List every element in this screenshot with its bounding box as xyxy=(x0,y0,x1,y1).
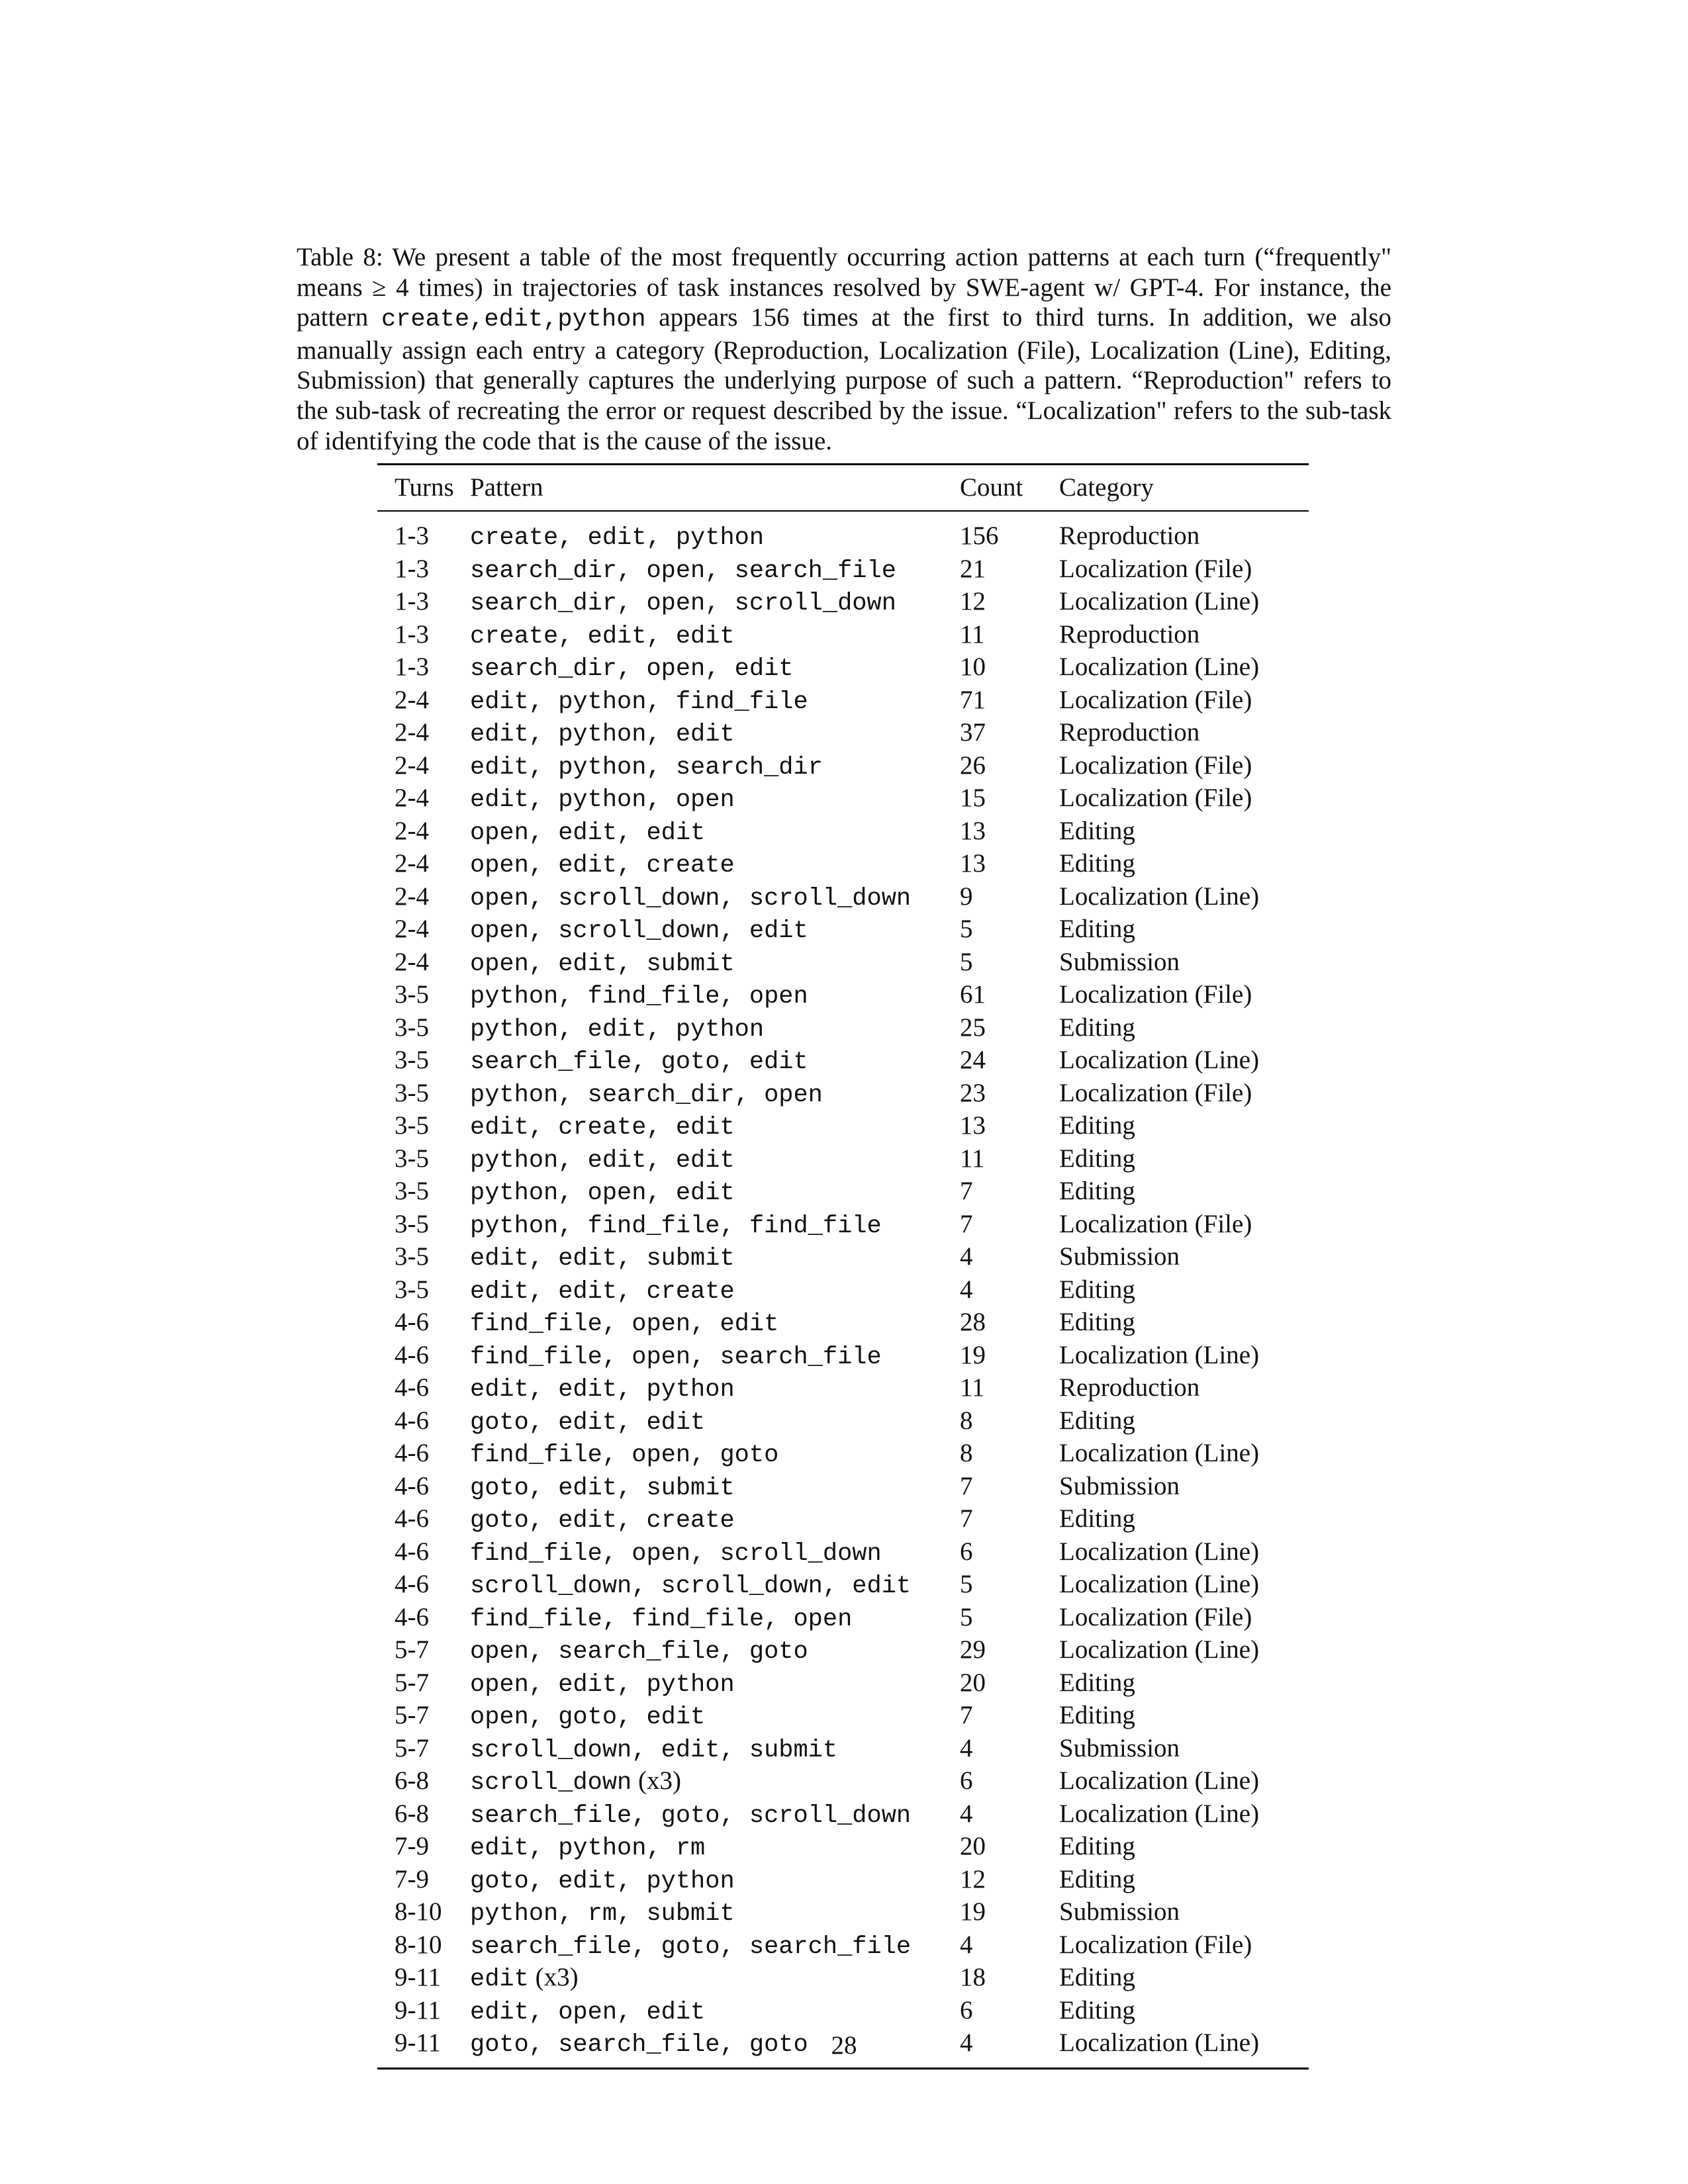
cell-count: 37 xyxy=(960,718,986,747)
cell-category: Editing xyxy=(1059,1701,1135,1729)
cell-count: 5 xyxy=(960,915,973,943)
table-row xyxy=(377,1438,1309,1471)
table-row xyxy=(377,783,1309,816)
cell-turns: 9-11 xyxy=(395,1963,442,1991)
pattern-code: open, goto, edit xyxy=(470,1704,706,1731)
cell-category: Editing xyxy=(1059,1832,1135,1860)
pattern-code: find_file, find_file, open xyxy=(470,1605,853,1633)
table-row xyxy=(377,979,1309,1013)
cell-count: 12 xyxy=(960,1864,986,1893)
cell-category: Localization (Line) xyxy=(1059,1046,1260,1074)
pattern-code: edit, python, rm xyxy=(470,1835,706,1862)
cell-count: 61 xyxy=(960,980,986,1009)
cell-category: Localization (File) xyxy=(1059,1209,1252,1238)
table-row xyxy=(377,1045,1309,1078)
pattern-code: search_dir, open, scroll_down xyxy=(470,590,896,617)
cell-category: Localization (File) xyxy=(1059,554,1252,583)
cell-turns: 5-7 xyxy=(395,1635,429,1664)
cell-turns: 2-4 xyxy=(395,915,429,943)
cell-pattern xyxy=(470,1569,960,1602)
cell-category: Localization (Line) xyxy=(1059,1635,1260,1664)
pattern-code: python, edit, python xyxy=(470,1015,765,1044)
cell-pattern xyxy=(470,1930,960,1963)
pattern-code: goto, edit, create xyxy=(470,1507,735,1535)
table-row xyxy=(377,1209,1309,1242)
cell-turns: 8-10 xyxy=(395,1897,442,1926)
cell-category: Editing xyxy=(1059,1275,1135,1304)
cell-count: 13 xyxy=(960,849,986,878)
cell-pattern xyxy=(470,1438,960,1471)
cell-turns: 4-6 xyxy=(395,1471,429,1500)
table-row xyxy=(377,882,1309,915)
table-row xyxy=(377,554,1309,587)
cell-turns: 4-6 xyxy=(395,1308,429,1336)
cell-pattern xyxy=(470,554,960,587)
cell-turns: 4-6 xyxy=(395,1340,429,1369)
action-patterns-table xyxy=(377,463,1309,2070)
cell-turns: 3-5 xyxy=(395,1078,429,1107)
cell-category: Localization (Line) xyxy=(1059,1799,1260,1828)
cell-count: 20 xyxy=(960,1668,986,1697)
cell-turns: 3-5 xyxy=(395,1013,429,1042)
cell-turns: 6-8 xyxy=(395,1799,429,1828)
cell-turns: 4-6 xyxy=(395,1537,429,1566)
cell-pattern xyxy=(470,1700,960,1733)
cell-pattern xyxy=(470,1340,960,1373)
table-row xyxy=(377,1307,1309,1340)
cell-turns: 9-11 xyxy=(395,1995,442,2025)
pattern-code: python, rm, submit xyxy=(470,1900,735,1928)
cell-category: Localization (File) xyxy=(1059,1602,1252,1631)
cell-pattern xyxy=(470,1078,960,1111)
cell-turns: 3-5 xyxy=(395,1177,429,1205)
cell-turns: 5-7 xyxy=(395,1733,429,1762)
cell-turns: 4-6 xyxy=(395,1439,429,1467)
cell-pattern xyxy=(470,979,960,1013)
table-row xyxy=(377,1504,1309,1537)
header-pattern: Pattern xyxy=(470,465,960,512)
header-count: Count xyxy=(960,465,1059,512)
cell-category: Reproduction xyxy=(1059,1373,1200,1402)
cell-pattern xyxy=(470,947,960,980)
cell-count: 21 xyxy=(960,554,986,583)
cell-count: 29 xyxy=(960,1635,986,1664)
pattern-code: open, edit, edit xyxy=(470,819,706,847)
cell-turns: 6-8 xyxy=(395,1766,429,1795)
cell-count: 7 xyxy=(960,1471,973,1500)
page-number: 28 xyxy=(831,2031,857,2060)
cell-pattern xyxy=(470,1373,960,1406)
caption-code: create,edit,python xyxy=(381,306,646,334)
cell-count: 25 xyxy=(960,1013,986,1042)
cell-category: Editing xyxy=(1059,1668,1135,1697)
cell-pattern xyxy=(470,1013,960,1046)
cell-category: Reproduction xyxy=(1059,619,1200,649)
table-row xyxy=(377,1242,1309,1275)
table-row xyxy=(377,1995,1309,2028)
cell-count: 8 xyxy=(960,1439,973,1467)
pattern-code: edit, edit, python xyxy=(470,1376,735,1404)
cell-pattern xyxy=(470,1897,960,1930)
cell-category: Localization (Line) xyxy=(1059,1537,1260,1566)
pattern-code: scroll_down, scroll_down, edit xyxy=(470,1572,912,1600)
pattern-code: open, search_file, goto xyxy=(470,1638,808,1666)
cell-category: Localization (Line) xyxy=(1059,1340,1260,1369)
cell-turns: 3-5 xyxy=(395,1275,429,1304)
cell-turns: 4-6 xyxy=(395,1406,429,1435)
cell-count: 6 xyxy=(960,1766,973,1795)
cell-count: 11 xyxy=(960,1144,985,1173)
cell-turns: 4-6 xyxy=(395,1570,429,1598)
pattern-code: edit, edit, create xyxy=(470,1277,735,1306)
table-row xyxy=(377,914,1309,947)
table-row xyxy=(377,1602,1309,1635)
cell-count: 13 xyxy=(960,1111,986,1140)
pattern-suffix: (x3) xyxy=(528,1963,579,1991)
cell-category: Localization (Line) xyxy=(1059,1570,1260,1598)
pattern-code: edit, edit, submit xyxy=(470,1245,735,1273)
pattern-code: search_dir, open, search_file xyxy=(470,557,896,585)
cell-pattern xyxy=(470,1504,960,1537)
table-row xyxy=(377,1864,1309,1897)
cell-count: 24 xyxy=(960,1046,986,1074)
cell-turns: 1-3 xyxy=(395,653,429,681)
table-row xyxy=(377,1078,1309,1111)
pattern-code: python, find_file, open xyxy=(470,983,808,1011)
header-turns: Turns xyxy=(377,465,470,512)
cell-count: 6 xyxy=(960,1537,973,1566)
cell-pattern xyxy=(470,685,960,718)
cell-turns: 1-3 xyxy=(395,522,429,550)
pattern-code: scroll_down xyxy=(470,1769,632,1797)
table-row xyxy=(377,1733,1309,1766)
cell-category: Editing xyxy=(1059,1995,1135,2025)
cell-turns: 5-7 xyxy=(395,1701,429,1729)
table-body xyxy=(377,511,1309,2068)
cell-count: 10 xyxy=(960,653,986,681)
cell-count: 71 xyxy=(960,685,986,714)
cell-category: Localization (File) xyxy=(1059,980,1252,1009)
cell-pattern xyxy=(470,1307,960,1340)
pattern-code: search_file, goto, edit xyxy=(470,1048,808,1076)
pattern-code: find_file, open, edit xyxy=(470,1310,779,1338)
cell-pattern xyxy=(470,816,960,849)
cell-pattern xyxy=(470,914,960,947)
pattern-code: open, scroll_down, edit xyxy=(470,917,808,945)
cell-category: Localization (Line) xyxy=(1059,1439,1260,1467)
cell-count: 6 xyxy=(960,1995,973,2025)
cell-turns: 3-5 xyxy=(395,1046,429,1074)
cell-count: 19 xyxy=(960,1897,986,1926)
pattern-code: python, find_file, find_file xyxy=(470,1212,882,1240)
cell-count: 4 xyxy=(960,1242,973,1271)
table-row xyxy=(377,751,1309,784)
cell-pattern xyxy=(470,783,960,816)
pattern-code: goto, edit, python xyxy=(470,1867,735,1895)
cell-turns: 7-9 xyxy=(395,1832,429,1860)
pattern-code: edit, python, search_dir xyxy=(470,753,823,782)
table-row xyxy=(377,1831,1309,1864)
table-header-row xyxy=(377,465,1309,512)
cell-category: Submission xyxy=(1059,947,1180,976)
cell-category: Localization (Line) xyxy=(1059,2028,1309,2068)
table-row xyxy=(377,1471,1309,1504)
pattern-code: goto, search_file, goto xyxy=(470,2031,808,2059)
cell-turns: 3-5 xyxy=(395,1242,429,1271)
cell-pattern xyxy=(470,1766,960,1799)
cell-category: Editing xyxy=(1059,1963,1135,1991)
pattern-code: search_dir, open, edit xyxy=(470,655,794,683)
cell-category: Submission xyxy=(1059,1897,1180,1926)
table-row xyxy=(377,1897,1309,1930)
pattern-code: search_file, goto, search_file xyxy=(470,1933,912,1961)
cell-pattern xyxy=(470,586,960,619)
pattern-code: edit, python, find_file xyxy=(470,688,808,716)
cell-pattern xyxy=(470,1275,960,1308)
cell-pattern xyxy=(470,1537,960,1570)
cell-count: 9 xyxy=(960,882,973,911)
cell-category: Editing xyxy=(1059,816,1135,845)
cell-count: 19 xyxy=(960,1340,986,1369)
table-row xyxy=(377,1275,1309,1308)
cell-pattern xyxy=(470,1799,960,1832)
cell-count: 7 xyxy=(960,1177,973,1205)
caption-text-1: Table 8: We present a table of the most frequently occurring action patterns at each turn (“frequently" means ≥ 4 times) in trajectories of task instances resolved by SWE-agent w/ GPT-4. For instance, the pattern xyxy=(297,243,1391,332)
cell-category: Editing xyxy=(1059,1504,1135,1533)
table-row xyxy=(377,511,1309,554)
cell-count: 13 xyxy=(960,816,986,845)
cell-count: 4 xyxy=(960,1275,973,1304)
cell-pattern xyxy=(470,1242,960,1275)
cell-count: 11 xyxy=(960,619,985,649)
cell-pattern xyxy=(470,848,960,882)
cell-turns: 2-4 xyxy=(395,882,429,911)
cell-turns: 2-4 xyxy=(395,751,429,780)
cell-pattern xyxy=(470,882,960,915)
cell-pattern xyxy=(470,1144,960,1177)
cell-category: Localization (Line) xyxy=(1059,653,1260,681)
table-row xyxy=(377,1930,1309,1963)
cell-category: Editing xyxy=(1059,1013,1135,1042)
cell-turns: 2-4 xyxy=(395,947,429,976)
pattern-code: python, edit, edit xyxy=(470,1146,735,1175)
cell-turns: 3-5 xyxy=(395,1209,429,1238)
cell-pattern xyxy=(470,1602,960,1635)
table-row xyxy=(377,1635,1309,1668)
cell-turns: 8-10 xyxy=(395,1930,442,1959)
pattern-code: search_file, goto, scroll_down xyxy=(470,1801,912,1830)
cell-pattern xyxy=(470,1831,960,1864)
cell-pattern xyxy=(470,511,960,554)
table-row xyxy=(377,619,1309,653)
pattern-code: edit, python, open xyxy=(470,786,735,814)
cell-pattern xyxy=(470,1995,960,2028)
table-row xyxy=(377,1176,1309,1209)
cell-category: Editing xyxy=(1059,1308,1135,1336)
cell-category: Editing xyxy=(1059,1406,1135,1435)
cell-pattern xyxy=(470,619,960,653)
cell-turns: 2-4 xyxy=(395,685,429,714)
cell-pattern xyxy=(470,1635,960,1668)
cell-count: 156 xyxy=(960,522,999,550)
cell-pattern xyxy=(470,1668,960,1701)
pattern-code: goto, edit, edit xyxy=(470,1408,706,1437)
cell-pattern xyxy=(470,1471,960,1504)
cell-count: 7 xyxy=(960,1701,973,1729)
cell-category: Editing xyxy=(1059,915,1135,943)
pattern-code: python, search_dir, open xyxy=(470,1081,823,1109)
cell-count: 11 xyxy=(960,1373,985,1402)
cell-pattern xyxy=(470,1864,960,1897)
cell-category: Editing xyxy=(1059,1177,1135,1205)
cell-turns: 1-3 xyxy=(395,554,429,583)
cell-turns: 3-5 xyxy=(395,1144,429,1173)
table-row xyxy=(377,1962,1309,1995)
cell-count: 15 xyxy=(960,784,986,812)
cell-category: Reproduction xyxy=(1059,522,1200,550)
pattern-code: edit, open, edit xyxy=(470,1998,706,2026)
cell-count: 4 xyxy=(960,1799,973,1828)
pattern-code: find_file, open, scroll_down xyxy=(470,1539,882,1568)
cell-count: 18 xyxy=(960,1963,986,1991)
cell-turns: 2-4 xyxy=(395,784,429,812)
cell-turns: 2-4 xyxy=(395,849,429,878)
table-row xyxy=(377,652,1309,685)
cell-pattern xyxy=(470,652,960,685)
table-row xyxy=(377,1700,1309,1733)
cell-category: Localization (File) xyxy=(1059,751,1252,780)
table-row xyxy=(377,1013,1309,1046)
cell-category: Editing xyxy=(1059,1111,1135,1140)
cell-pattern xyxy=(470,751,960,784)
table-row xyxy=(377,1111,1309,1144)
cell-count: 5 xyxy=(960,947,973,976)
cell-count: 4 xyxy=(960,1930,973,1959)
cell-turns: 4-6 xyxy=(395,1602,429,1631)
pattern-code: create, edit, edit xyxy=(470,622,735,651)
cell-turns: 1-3 xyxy=(395,619,429,649)
pattern-code: edit, create, edit xyxy=(470,1114,735,1142)
table-row xyxy=(377,1340,1309,1373)
pattern-code: find_file, open, search_file xyxy=(470,1343,882,1371)
pattern-code: open, scroll_down, scroll_down xyxy=(470,884,912,913)
table-row xyxy=(377,1144,1309,1177)
pattern-code: scroll_down, edit, submit xyxy=(470,1736,838,1764)
cell-count: 4 xyxy=(960,2028,1059,2068)
table-row xyxy=(377,685,1309,718)
table-row xyxy=(377,848,1309,882)
cell-count: 28 xyxy=(960,1308,986,1336)
pattern-code: open, edit, python xyxy=(470,1670,735,1699)
cell-turns: 9-11 xyxy=(377,2028,470,2068)
cell-turns: 1-3 xyxy=(395,587,429,615)
cell-category: Localization (File) xyxy=(1059,1930,1252,1959)
table-row xyxy=(377,947,1309,980)
table-row xyxy=(377,1668,1309,1701)
cell-turns: 2-4 xyxy=(395,718,429,747)
cell-category: Localization (Line) xyxy=(1059,587,1260,615)
pattern-code: edit xyxy=(470,1966,529,1993)
cell-count: 4 xyxy=(960,1733,973,1762)
cell-category: Reproduction xyxy=(1059,718,1200,747)
table-row xyxy=(377,1569,1309,1602)
cell-count: 7 xyxy=(960,1209,973,1238)
cell-pattern xyxy=(470,1962,960,1995)
table-row xyxy=(377,816,1309,849)
pattern-code: goto, edit, submit xyxy=(470,1474,735,1502)
pattern-code: open, edit, submit xyxy=(470,950,735,978)
cell-turns: 3-5 xyxy=(395,1111,429,1140)
cell-turns: 2-4 xyxy=(395,816,429,845)
table-row xyxy=(377,586,1309,619)
cell-count: 5 xyxy=(960,1570,973,1598)
header-category: Category xyxy=(1059,465,1309,512)
table-row xyxy=(377,1373,1309,1406)
cell-category: Submission xyxy=(1059,1733,1180,1762)
pattern-code: open, edit, create xyxy=(470,852,735,880)
table-caption xyxy=(297,242,1391,456)
cell-category: Editing xyxy=(1059,1864,1135,1893)
cell-category: Localization (Line) xyxy=(1059,882,1260,911)
pattern-code: python, open, edit xyxy=(470,1179,735,1207)
cell-count: 20 xyxy=(960,1832,986,1860)
cell-pattern xyxy=(470,1733,960,1766)
cell-turns: 4-6 xyxy=(395,1504,429,1533)
pattern-code: create, edit, python xyxy=(470,524,765,552)
cell-count: 23 xyxy=(960,1078,986,1107)
table-row xyxy=(377,1799,1309,1832)
cell-pattern xyxy=(470,1406,960,1439)
cell-count: 5 xyxy=(960,1602,973,1631)
cell-category: Submission xyxy=(1059,1471,1180,1500)
cell-category: Localization (File) xyxy=(1059,784,1252,812)
pattern-code: find_file, open, goto xyxy=(470,1441,779,1469)
cell-turns: 5-7 xyxy=(395,1668,429,1697)
cell-pattern xyxy=(470,1209,960,1242)
cell-category: Editing xyxy=(1059,1144,1135,1173)
table-row xyxy=(377,1766,1309,1799)
pattern-suffix: (x3) xyxy=(632,1766,681,1795)
cell-turns: 4-6 xyxy=(395,1373,429,1402)
cell-count: 26 xyxy=(960,751,986,780)
table-row xyxy=(377,1537,1309,1570)
cell-pattern xyxy=(470,1111,960,1144)
cell-category: Localization (Line) xyxy=(1059,1766,1260,1795)
pattern-code: edit, python, edit xyxy=(470,721,735,749)
caption-text-2: appears 156 times at the first to third turns. In addition, we also manually assign each entry a category (Reproduction, Localization (File), Localization (Line), Editing, Submission) that generally captures the underlying purpose of such a pattern. “Reproduction" refers to the sub-task of recreating the error or request described by the issue. “Localization" refers to the sub-task of identifying the code that is the cause of the issue. xyxy=(297,303,1392,455)
table-row xyxy=(377,1406,1309,1439)
cell-category: Editing xyxy=(1059,849,1135,878)
cell-category: Localization (File) xyxy=(1059,685,1252,714)
cell-category: Submission xyxy=(1059,1242,1180,1271)
cell-category: Localization (File) xyxy=(1059,1078,1252,1107)
cell-turns: 7-9 xyxy=(395,1864,429,1893)
cell-pattern xyxy=(470,717,960,751)
cell-count: 12 xyxy=(960,587,986,615)
cell-count: 7 xyxy=(960,1504,973,1533)
cell-turns: 3-5 xyxy=(395,980,429,1009)
cell-count: 8 xyxy=(960,1406,973,1435)
table-row xyxy=(377,717,1309,751)
cell-pattern xyxy=(470,1176,960,1209)
cell-pattern xyxy=(470,1045,960,1078)
